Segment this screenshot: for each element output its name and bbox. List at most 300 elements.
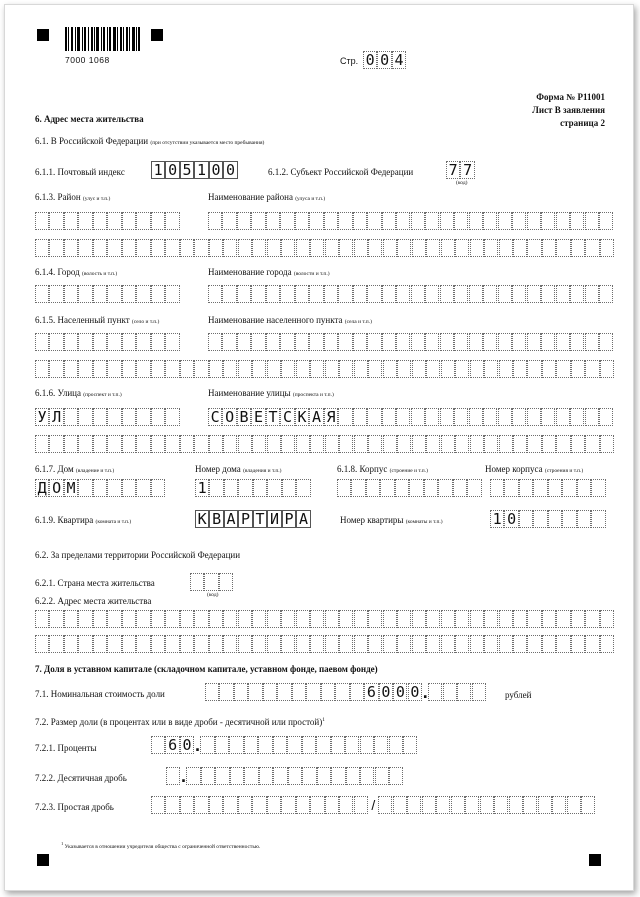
decimal-fraction-cells[interactable] xyxy=(186,767,403,785)
char-cell[interactable] xyxy=(208,285,222,303)
char-cell[interactable] xyxy=(470,435,484,453)
char-cell[interactable] xyxy=(541,333,555,351)
char-cell[interactable] xyxy=(151,796,165,814)
char-cell[interactable] xyxy=(223,610,237,628)
char-cell[interactable] xyxy=(585,408,599,426)
char-cell[interactable] xyxy=(411,285,425,303)
locality-type-cells[interactable] xyxy=(35,333,180,351)
char-cell[interactable]: 6 xyxy=(364,683,378,701)
char-cell[interactable] xyxy=(403,736,417,754)
char-cell[interactable] xyxy=(107,635,121,653)
char-cell[interactable] xyxy=(338,212,352,230)
flat-number-cells[interactable] xyxy=(490,510,606,528)
char-cell[interactable] xyxy=(151,333,165,351)
char-cell[interactable]: 7 xyxy=(460,161,474,179)
char-cell[interactable] xyxy=(455,239,469,257)
char-cell[interactable] xyxy=(224,479,238,497)
char-cell[interactable] xyxy=(469,212,483,230)
page-number-cells[interactable] xyxy=(363,51,406,69)
char-cell[interactable] xyxy=(122,212,136,230)
char-cell[interactable] xyxy=(599,408,613,426)
char-cell[interactable] xyxy=(215,736,229,754)
char-cell[interactable]: 4 xyxy=(392,51,406,69)
char-cell[interactable] xyxy=(339,796,353,814)
char-cell[interactable] xyxy=(180,610,194,628)
char-cell[interactable] xyxy=(107,239,121,257)
char-cell[interactable] xyxy=(151,408,165,426)
char-cell[interactable] xyxy=(296,479,310,497)
char-cell[interactable] xyxy=(93,610,107,628)
char-cell[interactable] xyxy=(484,360,498,378)
foreign-address-cells-row2[interactable] xyxy=(35,635,614,653)
char-cell[interactable] xyxy=(122,239,136,257)
char-cell[interactable] xyxy=(470,635,484,653)
char-cell[interactable] xyxy=(281,610,295,628)
char-cell[interactable] xyxy=(122,285,136,303)
char-cell[interactable] xyxy=(470,610,484,628)
char-cell[interactable] xyxy=(513,610,527,628)
char-cell[interactable] xyxy=(165,239,179,257)
char-cell[interactable] xyxy=(49,285,63,303)
char-cell[interactable] xyxy=(35,285,49,303)
char-cell[interactable] xyxy=(541,408,555,426)
char-cell[interactable] xyxy=(353,285,367,303)
char-cell[interactable] xyxy=(457,683,471,701)
char-cell[interactable] xyxy=(266,333,280,351)
char-cell[interactable] xyxy=(382,285,396,303)
char-cell[interactable]: 0 xyxy=(180,736,194,754)
char-cell[interactable] xyxy=(382,408,396,426)
char-cell[interactable] xyxy=(122,610,136,628)
char-cell[interactable] xyxy=(335,683,349,701)
char-cell[interactable] xyxy=(570,212,584,230)
char-cell[interactable] xyxy=(426,635,440,653)
char-cell[interactable]: 7 xyxy=(446,161,460,179)
char-cell[interactable] xyxy=(267,635,281,653)
char-cell[interactable] xyxy=(556,212,570,230)
char-cell[interactable] xyxy=(541,285,555,303)
char-cell[interactable] xyxy=(49,360,63,378)
char-cell[interactable] xyxy=(469,285,483,303)
char-cell[interactable] xyxy=(527,285,541,303)
char-cell[interactable] xyxy=(136,285,150,303)
char-cell[interactable] xyxy=(600,239,614,257)
char-cell[interactable]: 5 xyxy=(180,161,194,179)
char-cell[interactable] xyxy=(345,736,359,754)
char-cell[interactable] xyxy=(425,285,439,303)
char-cell[interactable] xyxy=(353,212,367,230)
char-cell[interactable] xyxy=(35,333,49,351)
char-cell[interactable] xyxy=(151,239,165,257)
char-cell[interactable] xyxy=(280,285,294,303)
char-cell[interactable] xyxy=(354,610,368,628)
char-cell[interactable]: 1 xyxy=(195,479,209,497)
char-cell[interactable] xyxy=(238,360,252,378)
char-cell[interactable] xyxy=(165,333,179,351)
char-cell[interactable] xyxy=(136,635,150,653)
char-cell[interactable] xyxy=(454,212,468,230)
char-cell[interactable] xyxy=(136,212,150,230)
char-cell[interactable] xyxy=(556,239,570,257)
char-cell[interactable] xyxy=(325,435,339,453)
char-cell[interactable] xyxy=(367,408,381,426)
char-cell[interactable] xyxy=(425,333,439,351)
char-cell[interactable] xyxy=(353,408,367,426)
char-cell[interactable] xyxy=(273,767,287,785)
char-cell[interactable] xyxy=(346,767,360,785)
char-cell[interactable] xyxy=(238,479,252,497)
char-cell[interactable] xyxy=(234,683,248,701)
char-cell[interactable] xyxy=(426,435,440,453)
char-cell[interactable] xyxy=(523,796,537,814)
char-cell[interactable] xyxy=(441,239,455,257)
char-cell[interactable] xyxy=(122,479,136,497)
char-cell[interactable] xyxy=(354,360,368,378)
char-cell[interactable] xyxy=(151,736,165,754)
char-cell[interactable] xyxy=(411,212,425,230)
char-cell[interactable] xyxy=(324,285,338,303)
char-cell[interactable] xyxy=(223,435,237,453)
char-cell[interactable] xyxy=(205,683,219,701)
char-cell[interactable] xyxy=(533,479,547,497)
char-cell[interactable] xyxy=(49,610,63,628)
char-cell[interactable]: 0 xyxy=(393,683,407,701)
char-cell[interactable] xyxy=(151,479,165,497)
char-cell[interactable] xyxy=(267,479,281,497)
char-cell[interactable] xyxy=(600,360,614,378)
char-cell[interactable] xyxy=(483,212,497,230)
char-cell[interactable]: А xyxy=(224,510,238,528)
char-cell[interactable] xyxy=(541,212,555,230)
char-cell[interactable] xyxy=(165,610,179,628)
char-cell[interactable] xyxy=(296,435,310,453)
subject-code-cells[interactable] xyxy=(446,161,475,179)
char-cell[interactable] xyxy=(591,510,605,528)
char-cell[interactable] xyxy=(440,285,454,303)
char-cell[interactable] xyxy=(591,479,605,497)
char-cell[interactable] xyxy=(165,285,179,303)
char-cell[interactable] xyxy=(426,360,440,378)
char-cell[interactable] xyxy=(35,610,49,628)
char-cell[interactable] xyxy=(282,479,296,497)
char-cell[interactable] xyxy=(78,435,92,453)
district-type-cells[interactable] xyxy=(35,212,180,230)
char-cell[interactable] xyxy=(281,635,295,653)
char-cell[interactable] xyxy=(107,360,121,378)
char-cell[interactable] xyxy=(253,479,267,497)
char-cell[interactable] xyxy=(194,796,208,814)
char-cell[interactable] xyxy=(396,212,410,230)
char-cell[interactable] xyxy=(498,285,512,303)
char-cell[interactable] xyxy=(512,285,526,303)
char-cell[interactable] xyxy=(498,212,512,230)
char-cell[interactable] xyxy=(310,239,324,257)
char-cell[interactable] xyxy=(238,239,252,257)
char-cell[interactable] xyxy=(200,736,214,754)
char-cell[interactable] xyxy=(107,479,121,497)
char-cell[interactable] xyxy=(548,510,562,528)
char-cell[interactable] xyxy=(585,360,599,378)
char-cell[interactable] xyxy=(259,767,273,785)
char-cell[interactable] xyxy=(368,360,382,378)
char-cell[interactable] xyxy=(599,212,613,230)
char-cell[interactable] xyxy=(223,635,237,653)
char-cell[interactable] xyxy=(339,360,353,378)
char-cell[interactable] xyxy=(375,767,389,785)
char-cell[interactable] xyxy=(396,408,410,426)
char-cell[interactable] xyxy=(281,435,295,453)
char-cell[interactable]: Д xyxy=(35,479,49,497)
char-cell[interactable] xyxy=(382,333,396,351)
char-cell[interactable] xyxy=(222,212,236,230)
char-cell[interactable] xyxy=(325,796,339,814)
char-cell[interactable] xyxy=(266,212,280,230)
char-cell[interactable] xyxy=(409,479,423,497)
char-cell[interactable] xyxy=(542,239,556,257)
char-cell[interactable] xyxy=(280,333,294,351)
city-type-cells[interactable] xyxy=(35,285,180,303)
char-cell[interactable] xyxy=(267,239,281,257)
char-cell[interactable] xyxy=(366,479,380,497)
char-cell[interactable] xyxy=(411,333,425,351)
char-cell[interactable] xyxy=(151,635,165,653)
char-cell[interactable] xyxy=(180,796,194,814)
country-code-cells[interactable] xyxy=(190,573,233,591)
flat-type-cells[interactable] xyxy=(195,510,311,528)
char-cell[interactable] xyxy=(287,736,301,754)
char-cell[interactable]: Я xyxy=(324,408,338,426)
char-cell[interactable] xyxy=(571,435,585,453)
char-cell[interactable] xyxy=(49,333,63,351)
char-cell[interactable]: 0 xyxy=(209,161,223,179)
char-cell[interactable] xyxy=(238,635,252,653)
percent-fraction-cells[interactable] xyxy=(200,736,417,754)
char-cell[interactable] xyxy=(484,610,498,628)
char-cell[interactable] xyxy=(513,239,527,257)
char-cell[interactable] xyxy=(325,610,339,628)
char-cell[interactable] xyxy=(397,635,411,653)
char-cell[interactable] xyxy=(201,767,215,785)
char-cell[interactable] xyxy=(288,767,302,785)
char-cell[interactable] xyxy=(556,360,570,378)
char-cell[interactable] xyxy=(455,360,469,378)
char-cell[interactable] xyxy=(310,610,324,628)
char-cell[interactable] xyxy=(354,635,368,653)
char-cell[interactable] xyxy=(93,408,107,426)
char-cell[interactable] xyxy=(480,796,494,814)
char-cell[interactable] xyxy=(302,736,316,754)
char-cell[interactable] xyxy=(354,796,368,814)
char-cell[interactable] xyxy=(499,635,513,653)
decimal-integer-cells[interactable] xyxy=(166,767,180,785)
char-cell[interactable] xyxy=(215,767,229,785)
char-cell[interactable] xyxy=(222,333,236,351)
char-cell[interactable] xyxy=(78,333,92,351)
char-cell[interactable] xyxy=(266,285,280,303)
char-cell[interactable] xyxy=(93,285,107,303)
char-cell[interactable] xyxy=(512,212,526,230)
char-cell[interactable] xyxy=(562,479,576,497)
char-cell[interactable]: 0 xyxy=(165,161,179,179)
char-cell[interactable] xyxy=(64,239,78,257)
char-cell[interactable] xyxy=(389,736,403,754)
char-cell[interactable] xyxy=(562,510,576,528)
char-cell[interactable] xyxy=(222,285,236,303)
char-cell[interactable] xyxy=(339,239,353,257)
char-cell[interactable] xyxy=(585,333,599,351)
char-cell[interactable] xyxy=(451,796,465,814)
char-cell[interactable] xyxy=(527,333,541,351)
char-cell[interactable]: С xyxy=(280,408,294,426)
char-cell[interactable] xyxy=(454,333,468,351)
char-cell[interactable] xyxy=(244,767,258,785)
char-cell[interactable] xyxy=(412,360,426,378)
char-cell[interactable] xyxy=(383,610,397,628)
char-cell[interactable] xyxy=(483,408,497,426)
char-cell[interactable] xyxy=(136,360,150,378)
char-cell[interactable] xyxy=(209,479,223,497)
char-cell[interactable] xyxy=(331,736,345,754)
char-cell[interactable] xyxy=(440,333,454,351)
char-cell[interactable] xyxy=(296,239,310,257)
char-cell[interactable] xyxy=(238,435,252,453)
char-cell[interactable] xyxy=(194,635,208,653)
char-cell[interactable] xyxy=(321,683,335,701)
char-cell[interactable] xyxy=(165,408,179,426)
char-cell[interactable] xyxy=(599,333,613,351)
char-cell[interactable] xyxy=(513,360,527,378)
char-cell[interactable] xyxy=(204,573,218,591)
char-cell[interactable] xyxy=(230,767,244,785)
char-cell[interactable] xyxy=(368,635,382,653)
char-cell[interactable] xyxy=(393,796,407,814)
char-cell[interactable] xyxy=(302,767,316,785)
char-cell[interactable] xyxy=(396,333,410,351)
char-cell[interactable] xyxy=(455,610,469,628)
char-cell[interactable] xyxy=(467,479,481,497)
char-cell[interactable] xyxy=(577,510,591,528)
char-cell[interactable]: 0 xyxy=(504,510,518,528)
nominal-integer-cells[interactable] xyxy=(205,683,422,701)
char-cell[interactable] xyxy=(237,333,251,351)
char-cell[interactable] xyxy=(267,435,281,453)
char-cell[interactable] xyxy=(484,635,498,653)
district-name-cells-row1[interactable] xyxy=(208,212,614,230)
char-cell[interactable] xyxy=(107,212,121,230)
char-cell[interactable] xyxy=(338,333,352,351)
char-cell[interactable] xyxy=(64,610,78,628)
char-cell[interactable] xyxy=(600,635,614,653)
char-cell[interactable] xyxy=(469,333,483,351)
char-cell[interactable] xyxy=(64,212,78,230)
char-cell[interactable] xyxy=(190,573,204,591)
char-cell[interactable] xyxy=(267,796,281,814)
char-cell[interactable]: 0 xyxy=(223,161,237,179)
char-cell[interactable] xyxy=(499,610,513,628)
char-cell[interactable] xyxy=(209,635,223,653)
percent-integer-cells[interactable] xyxy=(151,736,194,754)
char-cell[interactable]: В xyxy=(237,408,251,426)
char-cell[interactable] xyxy=(310,635,324,653)
char-cell[interactable] xyxy=(122,408,136,426)
nominal-value-cells[interactable] xyxy=(205,683,486,701)
char-cell[interactable] xyxy=(93,360,107,378)
char-cell[interactable] xyxy=(136,333,150,351)
char-cell[interactable] xyxy=(472,683,486,701)
char-cell[interactable] xyxy=(600,435,614,453)
char-cell[interactable] xyxy=(64,360,78,378)
char-cell[interactable] xyxy=(441,360,455,378)
char-cell[interactable] xyxy=(339,435,353,453)
char-cell[interactable] xyxy=(244,736,258,754)
char-cell[interactable] xyxy=(441,435,455,453)
char-cell[interactable] xyxy=(281,360,295,378)
char-cell[interactable] xyxy=(295,285,309,303)
char-cell[interactable] xyxy=(331,767,345,785)
char-cell[interactable]: 0 xyxy=(408,683,422,701)
simple-denominator-cells[interactable] xyxy=(378,796,595,814)
char-cell[interactable] xyxy=(499,435,513,453)
char-cell[interactable] xyxy=(585,212,599,230)
char-cell[interactable] xyxy=(570,333,584,351)
char-cell[interactable] xyxy=(397,435,411,453)
char-cell[interactable] xyxy=(367,333,381,351)
char-cell[interactable]: М xyxy=(64,479,78,497)
char-cell[interactable] xyxy=(367,212,381,230)
char-cell[interactable] xyxy=(412,239,426,257)
char-cell[interactable]: 0 xyxy=(363,51,377,69)
char-cell[interactable] xyxy=(251,212,265,230)
char-cell[interactable] xyxy=(78,408,92,426)
char-cell[interactable] xyxy=(498,333,512,351)
char-cell[interactable] xyxy=(267,610,281,628)
postal-code-cells[interactable] xyxy=(151,161,238,179)
nominal-fraction-cells[interactable] xyxy=(428,683,486,701)
simple-fraction-cells[interactable] xyxy=(151,796,596,814)
char-cell[interactable] xyxy=(494,796,508,814)
char-cell[interactable] xyxy=(78,212,92,230)
char-cell[interactable] xyxy=(107,610,121,628)
char-cell[interactable] xyxy=(397,360,411,378)
char-cell[interactable] xyxy=(454,285,468,303)
char-cell[interactable] xyxy=(64,635,78,653)
char-cell[interactable] xyxy=(252,239,266,257)
char-cell[interactable] xyxy=(165,212,179,230)
percent-value-cells[interactable] xyxy=(151,736,418,754)
char-cell[interactable] xyxy=(273,736,287,754)
char-cell[interactable] xyxy=(252,796,266,814)
char-cell[interactable] xyxy=(309,212,323,230)
char-cell[interactable] xyxy=(78,285,92,303)
char-cell[interactable] xyxy=(316,736,330,754)
char-cell[interactable] xyxy=(383,360,397,378)
char-cell[interactable] xyxy=(470,360,484,378)
char-cell[interactable] xyxy=(397,239,411,257)
char-cell[interactable] xyxy=(570,285,584,303)
char-cell[interactable] xyxy=(252,435,266,453)
char-cell[interactable] xyxy=(360,736,374,754)
char-cell[interactable] xyxy=(281,796,295,814)
char-cell[interactable] xyxy=(567,796,581,814)
char-cell[interactable]: Р xyxy=(238,510,252,528)
char-cell[interactable] xyxy=(498,408,512,426)
char-cell[interactable] xyxy=(64,435,78,453)
char-cell[interactable]: К xyxy=(295,408,309,426)
char-cell[interactable] xyxy=(368,435,382,453)
char-cell[interactable] xyxy=(519,479,533,497)
char-cell[interactable] xyxy=(296,796,310,814)
char-cell[interactable] xyxy=(354,239,368,257)
